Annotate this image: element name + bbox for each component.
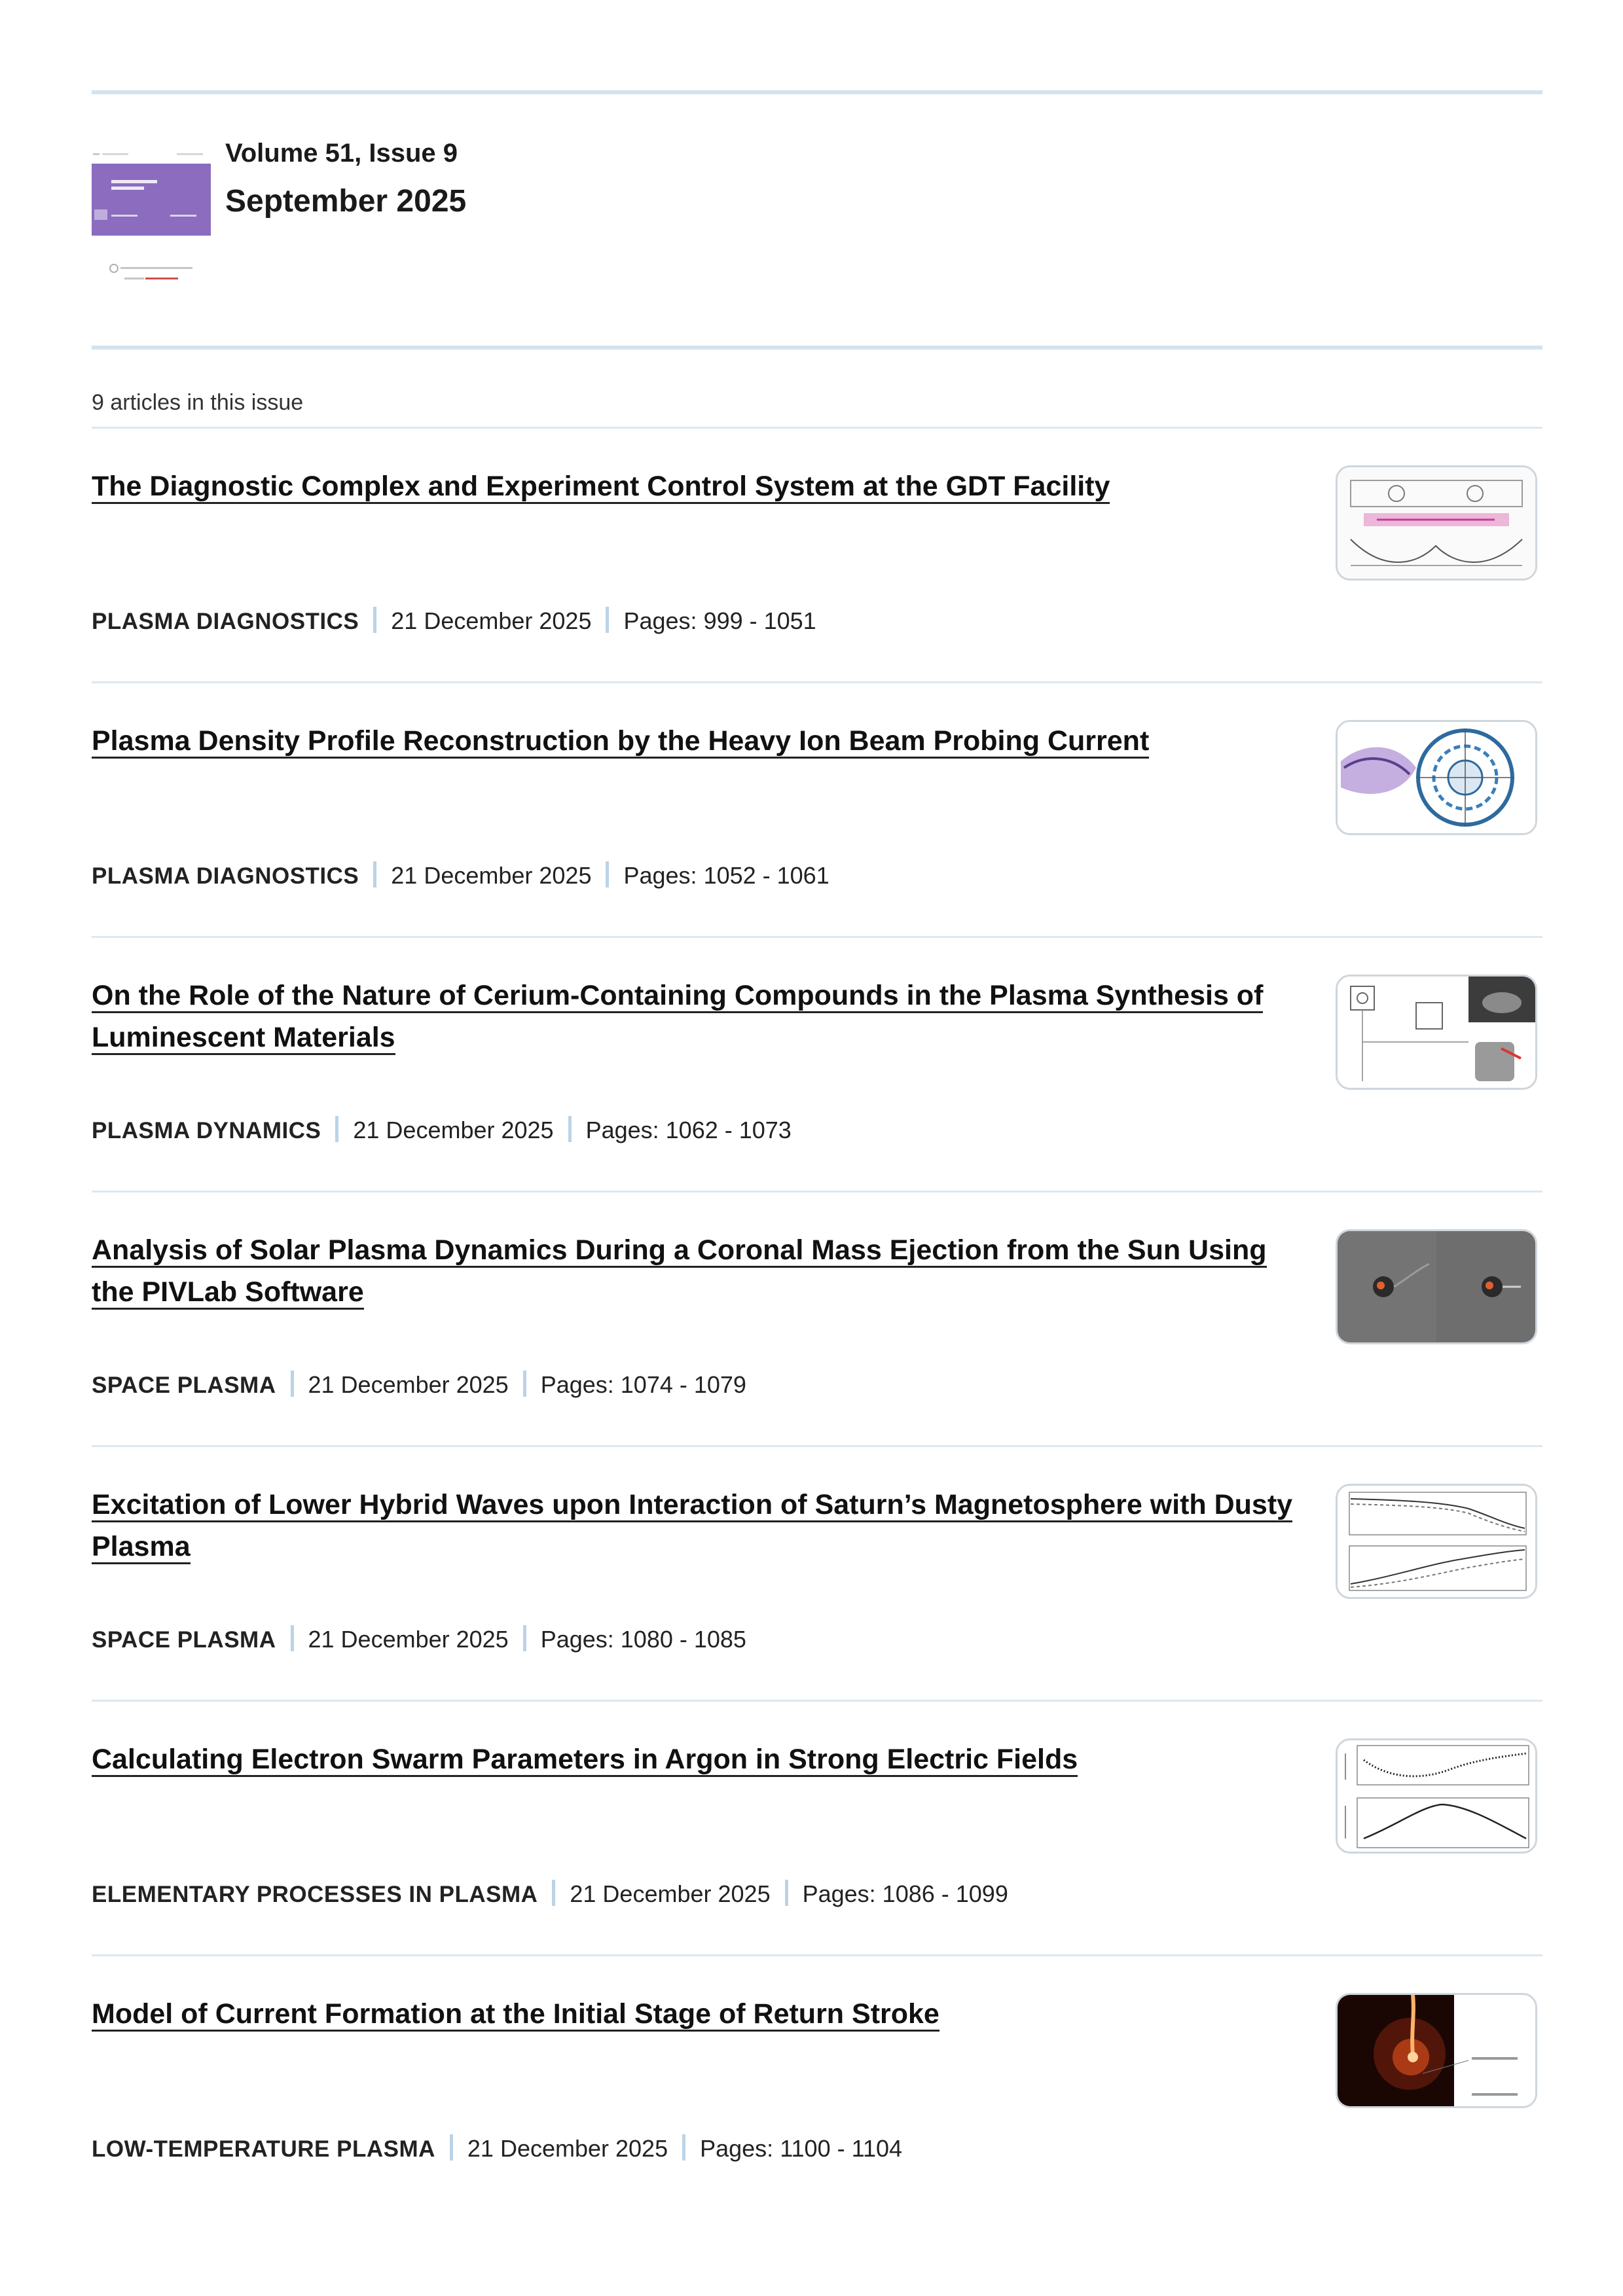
- article-title-link[interactable]: The Diagnostic Complex and Experiment Control System at the GDT Facility: [92, 471, 1110, 504]
- article-date: 21 December 2025: [308, 1371, 509, 1398]
- meta-separator: [682, 2134, 685, 2161]
- article-meta: [92, 1116, 792, 1144]
- article-title: [92, 465, 1303, 507]
- article-date: 21 December 2025: [570, 1880, 771, 1907]
- meta-separator: [552, 1880, 555, 1906]
- top-divider: [92, 90, 1542, 94]
- article-thumbnail[interactable]: [1336, 975, 1537, 1090]
- issue-date: September 2025: [225, 184, 467, 219]
- issue-header: [92, 118, 1542, 295]
- curve-plots-icon: [1338, 1740, 1535, 1852]
- article-thumbnail[interactable]: [1336, 465, 1537, 581]
- issue-page: [92, 0, 1542, 2296]
- article-item: [92, 1193, 1542, 1445]
- article-pages: Pages: 1086 - 1099: [802, 1880, 1008, 1907]
- article-item: [92, 938, 1542, 1191]
- issue-volume: Volume 51, Issue 9: [225, 139, 458, 168]
- article-pages: Pages: 1052 - 1061: [623, 862, 830, 889]
- article-pages: Pages: 1080 - 1085: [540, 1626, 746, 1653]
- article-date: 21 December 2025: [467, 2135, 668, 2162]
- article-title-link[interactable]: Analysis of Solar Plasma Dynamics During a Coronal Mass Ejection from the Sun Using the PIVLab Software: [92, 1234, 1267, 1310]
- article-title-link[interactable]: Excitation of Lower Hybrid Waves upon Interaction of Saturn’s Magnetosphere with Dusty Plasma: [92, 1489, 1292, 1564]
- meta-separator: [523, 1625, 526, 1651]
- article-pages: Pages: 1100 - 1104: [700, 2135, 903, 2162]
- apparatus-diagram-icon: [1338, 977, 1535, 1088]
- article-pages: Pages: 1074 - 1079: [540, 1371, 746, 1398]
- facility-schematic-icon: [1338, 467, 1535, 579]
- meta-separator: [373, 607, 376, 633]
- solar-image-icon: [1338, 1231, 1535, 1342]
- article-section[interactable]: PLASMA DIAGNOSTICS: [92, 609, 359, 634]
- meta-separator: [373, 861, 376, 888]
- article-title: [92, 1484, 1303, 1568]
- article-date: 21 December 2025: [308, 1626, 509, 1653]
- journal-cover-image[interactable]: [92, 144, 211, 295]
- article-meta: [92, 1371, 746, 1399]
- line-plots-icon: [1338, 1486, 1535, 1597]
- article-date: 21 December 2025: [391, 607, 592, 634]
- article-item: [92, 1447, 1542, 1700]
- article-date: 21 December 2025: [391, 862, 592, 889]
- article-title-link[interactable]: On the Role of the Nature of Cerium-Containing Compounds in the Plasma Synthesis of Luminescent Materials: [92, 980, 1263, 1055]
- article-item: [92, 1956, 1542, 2209]
- article-title: [92, 720, 1303, 762]
- article-section[interactable]: LOW-TEMPERATURE PLASMA: [92, 2136, 435, 2162]
- article-title-link[interactable]: Model of Current Formation at the Initial Stage of Return Stroke: [92, 1998, 939, 2032]
- meta-separator: [606, 607, 609, 633]
- article-section[interactable]: SPACE PLASMA: [92, 1627, 276, 1653]
- article-item: [92, 1702, 1542, 1954]
- article-title-link[interactable]: Calculating Electron Swarm Parameters in Argon in Strong Electric Fields: [92, 1744, 1078, 1777]
- header-divider: [92, 346, 1542, 350]
- article-section[interactable]: PLASMA DYNAMICS: [92, 1118, 321, 1143]
- article-title: [92, 975, 1303, 1058]
- article-section[interactable]: ELEMENTARY PROCESSES IN PLASMA: [92, 1882, 538, 1907]
- meta-separator: [450, 2134, 453, 2161]
- article-thumbnail[interactable]: [1336, 1229, 1537, 1344]
- article-date: 21 December 2025: [353, 1117, 554, 1143]
- stellarator-diagram-icon: [1338, 722, 1535, 833]
- article-title: [92, 1993, 1303, 2035]
- article-item: [92, 429, 1542, 681]
- meta-separator: [606, 861, 609, 888]
- article-thumbnail[interactable]: [1336, 720, 1537, 835]
- meta-separator: [335, 1116, 338, 1142]
- article-meta: [92, 1880, 1008, 1908]
- article-meta: [92, 607, 816, 635]
- meta-separator: [568, 1116, 572, 1142]
- article-section[interactable]: SPACE PLASMA: [92, 1372, 276, 1398]
- meta-separator: [785, 1880, 788, 1906]
- article-pages: Pages: 1062 - 1073: [585, 1117, 792, 1143]
- meta-separator: [291, 1371, 294, 1397]
- article-thumbnail[interactable]: [1336, 1993, 1537, 2108]
- article-meta: [92, 2134, 902, 2162]
- meta-separator: [291, 1625, 294, 1651]
- article-pages: Pages: 999 - 1051: [623, 607, 816, 634]
- article-item: [92, 683, 1542, 936]
- article-thumbnail[interactable]: [1336, 1484, 1537, 1599]
- articles-count: 9 articles in this issue: [92, 390, 304, 415]
- article-title: [92, 1229, 1303, 1313]
- meta-separator: [523, 1371, 526, 1397]
- article-meta: [92, 861, 830, 889]
- article-title: [92, 1738, 1303, 1780]
- article-meta: [92, 1625, 746, 1653]
- article-section[interactable]: PLASMA DIAGNOSTICS: [92, 863, 359, 889]
- article-thumbnail[interactable]: [1336, 1738, 1537, 1854]
- lightning-photo-icon: [1338, 1995, 1535, 2106]
- article-title-link[interactable]: Plasma Density Profile Reconstruction by the Heavy Ion Beam Probing Current: [92, 725, 1149, 759]
